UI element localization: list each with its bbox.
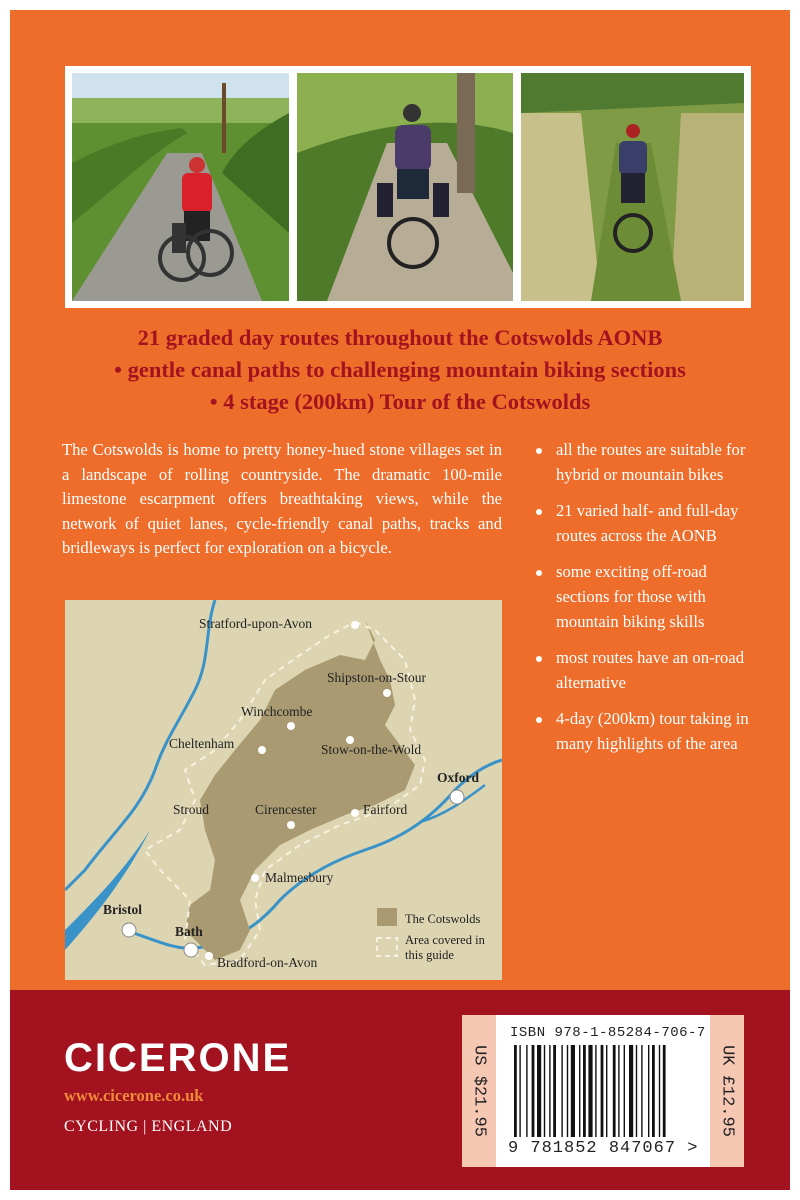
barcode-bars xyxy=(514,1045,692,1137)
barcode-bar xyxy=(606,1045,607,1137)
map-label-bristol: Bristol xyxy=(103,902,142,917)
publisher-logo: CICERONE xyxy=(64,1036,292,1080)
barcode-bar xyxy=(561,1045,562,1137)
barcode-bar xyxy=(648,1045,649,1137)
map-label-oxford: Oxford xyxy=(437,770,479,785)
barcode-bar xyxy=(652,1045,655,1137)
barcode-bar xyxy=(636,1045,637,1137)
bullet-icon xyxy=(536,570,542,576)
map-label-shipston: Shipston-on-Stour xyxy=(327,670,427,685)
price-uk: UK £12.95 xyxy=(717,1045,737,1137)
feature-item: 4-day (200km) tour taking in many highlights of the area xyxy=(530,707,760,756)
map-label-winchcombe: Winchcombe xyxy=(241,704,313,719)
intro-paragraph: The Cotswolds is home to pretty honey-hued stone villages set in a landscape of rolling countryside. The dramatic 100-mile limestone escarpment offers breathtaking views, while the network of quiet lanes, cycle-friendly canal paths, tracks and bridleways is perfect for exploration on a bicycle. xyxy=(62,440,502,558)
tagline-line-3: • 4 stage (200km) Tour of the Cotswolds xyxy=(209,389,591,414)
price-us-strip xyxy=(462,1015,496,1167)
map-label-stroud: Stroud xyxy=(173,802,210,817)
barcode-bar xyxy=(549,1045,550,1137)
barcode-bar xyxy=(583,1045,586,1137)
barcode-bar xyxy=(613,1045,616,1137)
price-uk-strip xyxy=(710,1015,744,1167)
barcode-bar xyxy=(659,1045,660,1137)
map-label-cirencester: Cirencester xyxy=(255,802,317,817)
map-label-stow: Stow-on-the-Wold xyxy=(321,742,422,757)
barcode-bar xyxy=(601,1045,604,1137)
map-label-bath: Bath xyxy=(175,924,203,939)
tagline xyxy=(10,322,790,418)
barcode-bar xyxy=(553,1045,556,1137)
barcode-bar xyxy=(579,1045,580,1137)
book-category: CYCLING | ENGLAND xyxy=(64,1118,233,1135)
barcode-bar xyxy=(641,1045,642,1137)
bullet-icon xyxy=(536,448,542,454)
barcode-bar xyxy=(514,1045,517,1137)
barcode-digits: 9 781852 847067 > xyxy=(508,1139,699,1158)
map-label-bradford: Bradford-on-Avon xyxy=(217,955,318,970)
legend-area-covered: Area covered in this guide xyxy=(405,933,485,962)
barcode-bar xyxy=(567,1045,568,1137)
area-map xyxy=(65,600,502,980)
barcode-block xyxy=(462,1015,744,1167)
map-label-malmesbury: Malmesbury xyxy=(265,870,334,885)
barcode-bar xyxy=(532,1045,535,1137)
bullet-icon xyxy=(536,656,542,662)
feature-item: most routes have an on-road alternative xyxy=(530,646,760,695)
photo-track-cyclist xyxy=(297,73,513,301)
barcode-bar xyxy=(663,1045,666,1137)
map-label-cheltenham: Cheltenham xyxy=(169,736,235,751)
legend-cotswolds: The Cotswolds xyxy=(405,912,481,926)
bullet-icon xyxy=(536,509,542,515)
feature-list xyxy=(530,438,760,769)
feature-item: all the routes are suitable for hybrid or mountain bikes xyxy=(530,438,760,487)
barcode-bar xyxy=(624,1045,625,1137)
photo-lane-cyclist xyxy=(72,73,289,301)
photo-strip xyxy=(65,66,751,308)
barcode-bar xyxy=(595,1045,596,1137)
barcode-bar xyxy=(618,1045,619,1137)
back-cover xyxy=(10,10,790,1190)
barcode-bar xyxy=(537,1045,541,1137)
map-label-stratford: Stratford-upon-Avon xyxy=(199,616,312,631)
tagline-line-1: 21 graded day routes throughout the Cotswolds AONB xyxy=(137,325,663,350)
photo-grass-cyclist xyxy=(521,73,744,301)
tagline-line-2: • gentle canal paths to challenging mountain biking sections xyxy=(114,357,686,382)
footer-band xyxy=(10,990,790,1190)
isbn-number: ISBN 978-1-85284-706-7 xyxy=(510,1025,706,1041)
barcode-bar xyxy=(571,1045,575,1137)
barcode-bar xyxy=(588,1045,592,1137)
publisher-url[interactable]: www.cicerone.co.uk xyxy=(64,1086,204,1105)
map-label-fairford: Fairford xyxy=(363,802,408,817)
barcode-bar xyxy=(544,1045,545,1137)
feature-item: some exciting off-road sections for those with mountain biking skills xyxy=(530,560,760,634)
bullet-icon xyxy=(536,717,542,723)
barcode-bar xyxy=(629,1045,633,1137)
barcode-bar xyxy=(526,1045,527,1137)
barcode-bar xyxy=(519,1045,520,1137)
price-us: US $21.95 xyxy=(469,1045,489,1137)
feature-item: 21 varied half- and full-day routes across the AONB xyxy=(530,499,760,548)
